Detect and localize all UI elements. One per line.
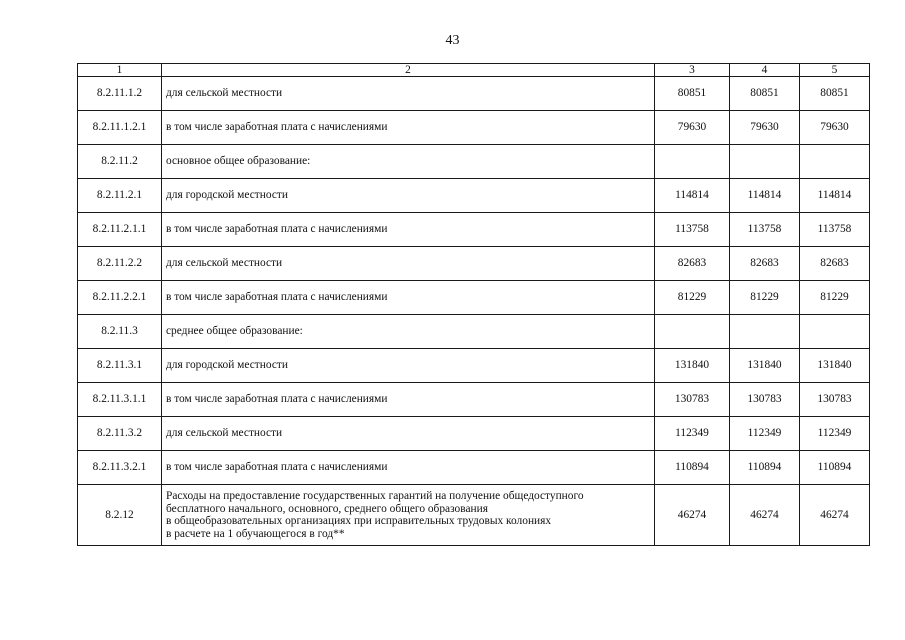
table-row: [78, 111, 870, 145]
row-code: 8.2.11.3.2.1: [78, 451, 162, 485]
table-row: [78, 383, 870, 417]
row-value-col3: 46274: [655, 485, 730, 546]
row-value-col3: [655, 145, 730, 179]
row-value-col4: [730, 145, 800, 179]
table-row: [78, 247, 870, 281]
row-code: 8.2.11.2.2: [78, 247, 162, 281]
row-description: для городской местности: [162, 179, 655, 213]
row-value-col5: [800, 315, 870, 349]
row-value-col4: 79630: [730, 111, 800, 145]
row-value-col5: 113758: [800, 213, 870, 247]
row-value-col5: 80851: [800, 77, 870, 111]
row-value-col4: 82683: [730, 247, 800, 281]
row-value-col5: [800, 145, 870, 179]
column-header-5: 5: [800, 64, 870, 77]
row-description: для городской местности: [162, 349, 655, 383]
row-description: в том числе заработная плата с начислениями: [162, 383, 655, 417]
row-description: в том числе заработная плата с начислениями: [162, 111, 655, 145]
row-value-col5: 131840: [800, 349, 870, 383]
row-code: 8.2.11.3.2: [78, 417, 162, 451]
row-value-col5: 112349: [800, 417, 870, 451]
description-line: бесплатного начального, основного, среднего общего образования: [166, 502, 488, 515]
row-value-col5: 110894: [800, 451, 870, 485]
row-value-col5: 130783: [800, 383, 870, 417]
row-value-col5: 82683: [800, 247, 870, 281]
row-value-col4: 46274: [730, 485, 800, 546]
row-value-col4: 114814: [730, 179, 800, 213]
column-header-2: 2: [162, 64, 655, 77]
description-line: в общеобразовательных организациях при исправительных трудовых колониях: [166, 515, 552, 527]
row-code: 8.2.12: [78, 485, 162, 546]
row-description: для сельской местности: [162, 247, 655, 281]
description-line: Расходы на предоставление государственных гарантий на получение общедоступного: [166, 490, 584, 502]
table-row: [78, 417, 870, 451]
row-description-multiline: [162, 485, 655, 546]
row-code: 8.2.11.1.2: [78, 77, 162, 111]
description-line: в расчете на 1 обучающегося в год**: [166, 527, 345, 540]
row-value-col4: [730, 315, 800, 349]
row-code: 8.2.11.2.1.1: [78, 213, 162, 247]
row-code: 8.2.11.3: [78, 315, 162, 349]
row-value-col3: 110894: [655, 451, 730, 485]
row-code: 8.2.11.3.1.1: [78, 383, 162, 417]
row-code: 8.2.11.2: [78, 145, 162, 179]
row-value-col4: 131840: [730, 349, 800, 383]
row-description: основное общее образование:: [162, 145, 655, 179]
row-value-col4: 81229: [730, 281, 800, 315]
row-description: для сельской местности: [162, 417, 655, 451]
row-value-col3: 114814: [655, 179, 730, 213]
row-value-col5: 114814: [800, 179, 870, 213]
row-code: 8.2.11.1.2.1: [78, 111, 162, 145]
row-description: для сельской местности: [162, 77, 655, 111]
row-value-col4: 130783: [730, 383, 800, 417]
row-value-col3: 113758: [655, 213, 730, 247]
column-header-1: 1: [78, 64, 162, 77]
column-header-3: 3: [655, 64, 730, 77]
column-header-4: 4: [730, 64, 800, 77]
table-row: [78, 179, 870, 213]
row-value-col5: 46274: [800, 485, 870, 546]
row-value-col3: 131840: [655, 349, 730, 383]
row-code: 8.2.11.2.1: [78, 179, 162, 213]
table-body: [78, 77, 870, 546]
page-number: 43: [445, 33, 460, 48]
table-header-row: [78, 64, 870, 77]
row-value-col3: 79630: [655, 111, 730, 145]
table-row: [78, 145, 870, 179]
row-value-col3: [655, 315, 730, 349]
row-value-col4: 112349: [730, 417, 800, 451]
row-value-col3: 81229: [655, 281, 730, 315]
table-row-last: [78, 485, 870, 546]
row-value-col5: 81229: [800, 281, 870, 315]
table-row: [78, 315, 870, 349]
row-value-col3: 80851: [655, 77, 730, 111]
table-row: [78, 281, 870, 315]
table-row: [78, 349, 870, 383]
row-code: 8.2.11.2.2.1: [78, 281, 162, 315]
row-value-col4: 110894: [730, 451, 800, 485]
table-row: [78, 77, 870, 111]
data-table: [77, 63, 870, 546]
row-value-col4: 113758: [730, 213, 800, 247]
table-row: [78, 213, 870, 247]
row-value-col3: 112349: [655, 417, 730, 451]
row-description: в том числе заработная плата с начислениями: [162, 281, 655, 315]
row-value-col5: 79630: [800, 111, 870, 145]
row-description: в том числе заработная плата с начислениями: [162, 451, 655, 485]
table-row: [78, 451, 870, 485]
row-value-col3: 82683: [655, 247, 730, 281]
row-description: в том числе заработная плата с начислениями: [162, 213, 655, 247]
row-code: 8.2.11.3.1: [78, 349, 162, 383]
row-value-col3: 130783: [655, 383, 730, 417]
row-value-col4: 80851: [730, 77, 800, 111]
row-description: среднее общее образование:: [162, 315, 655, 349]
